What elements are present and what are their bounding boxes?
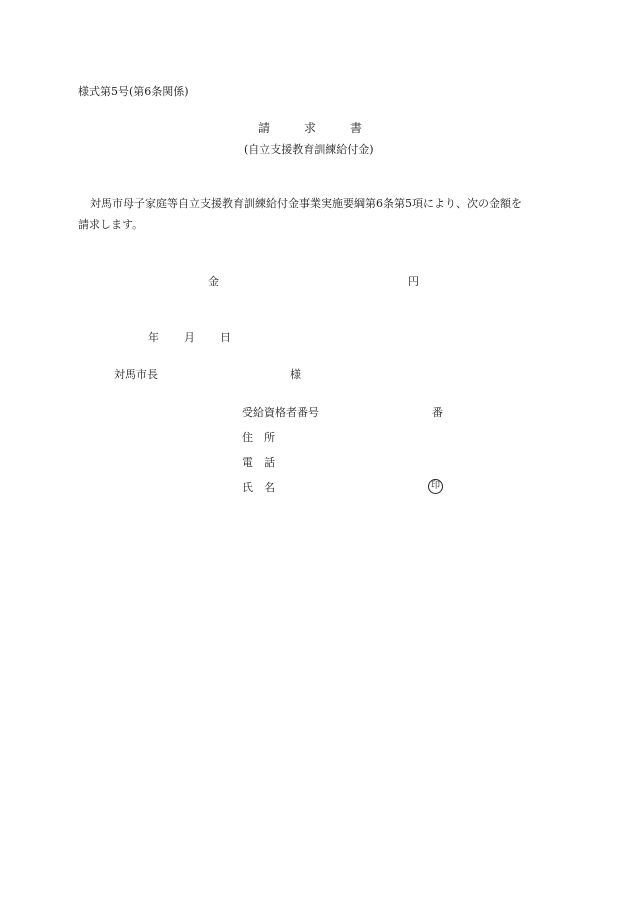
- document-title: [258, 122, 362, 134]
- seal-mark: 印: [428, 479, 443, 494]
- document-subtitle: (自立支援教育訓練給付金): [244, 143, 374, 156]
- title-char-1: 請: [258, 121, 271, 135]
- amount-unit: 円: [408, 275, 419, 288]
- date-month-label: 月: [184, 331, 195, 344]
- body-text-line-2: 請求します。: [78, 218, 144, 231]
- form-number: 様式第5号(第6条関係): [78, 85, 189, 98]
- name-label: 氏 名: [242, 481, 275, 494]
- addressee-honorific: 様: [290, 368, 301, 381]
- phone-label: 電 話: [242, 456, 275, 469]
- title-char-2: 求: [304, 121, 317, 135]
- certificate-number-label: 受給資格者番号: [242, 406, 319, 419]
- date-day-label: 日: [220, 331, 231, 344]
- addressee-name: 対馬市長: [114, 368, 158, 381]
- certificate-number-unit: 番: [432, 406, 443, 419]
- address-label: 住 所: [242, 431, 275, 444]
- title-char-3: 書: [350, 121, 363, 135]
- date-year-label: 年: [148, 331, 159, 344]
- amount-label: 金: [208, 275, 219, 288]
- body-text-line-1: 対馬市母子家庭等自立支援教育訓練給付金事業実施要綱第6条第5項により、次の金額を: [90, 197, 522, 210]
